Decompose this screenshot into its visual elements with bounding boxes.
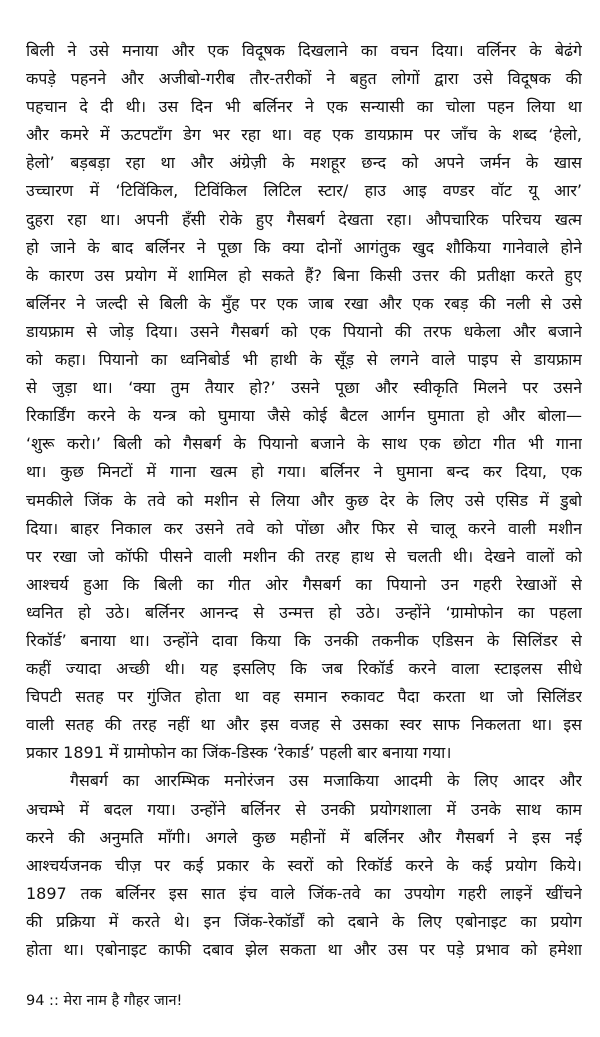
text-line: ध्वनित हो उठे। बर्लिनर आनन्द से उन्मत्त हो उठे। उन्होंने ‘ग्रामोफोन का पहला — [26, 602, 582, 622]
text-line: हो जाने के बाद बर्लिनर ने पूछा कि क्या दोनों आगंतुक खुद शौकिया गानेवाले होने — [26, 237, 582, 257]
text-line: हेलो’ बड़बड़ा रहा था और अंग्रेज़ी के मशहूर छन्द को अपने जर्मन के खास — [26, 153, 582, 173]
text-line: अचम्भे में बदल गया। उन्होंने बर्लिनर से उनकी प्रयोगशाला में उनके साथ काम — [26, 799, 582, 819]
text-line: के कारण उस प्रयोग में शामिल हो सकते हैं? बिना किसी उत्तर की प्रतीक्षा करते हुए — [26, 265, 582, 285]
text-line: आश्चर्यजनक चीज़ पर कई प्रकार के स्वरों को रिकॉर्ड करने के कई प्रयोग किये। — [26, 855, 582, 875]
paragraph-start-line: गैसबर्ग का आरम्भिक मनोरंजन उस मजाकिया आदमी के लिए आदर और — [70, 771, 582, 791]
text-line: आश्चर्य हुआ कि बिली का गीत ओर गैसबर्ग का पियानो उन गहरी रेखाओं से — [26, 574, 582, 594]
text-line: ‘शुरू करो।’ बिली को गैसबर्ग के पियानो बजाने के साथ एक छोटा गीत भी गाना — [26, 434, 582, 454]
text-line: डायफ्राम से जोड़ दिया। उसने गैसबर्ग को एक पियानो की तरफ धकेला और बजाने — [26, 321, 582, 341]
text-line: रिकॉर्ड’ बनाया था। उन्होंने दावा किया कि उनकी तकनीक एडिसन के सिलिंडर से — [26, 630, 582, 650]
text-line: चमकीले जिंक के तवे को मशीन से लिया और कुछ देर के लिए उसे एसिड में डुबो — [26, 490, 582, 510]
text-line: था। कुछ मिनटों में गाना खत्म हो गया। बर्लिनर ने घुमाना बन्द कर दिया, एक — [26, 462, 582, 482]
text-line: चिपटी सतह पर गुंजित होता था वह समान रुकावट पैदा करता था जो सिलिंडर — [26, 687, 582, 707]
text-line: उच्चारण में ‘टिविंकिल, टिविंकिल लिटिल स्टार/ हाउ आइ वण्डर वॉट यू आर’ — [26, 181, 582, 201]
text-line: 1897 तक बर्लिनर इस सात इंच वाले जिंक-तवे का उपयोग गहरी लाइनें खींचने — [26, 883, 582, 903]
text-line: करने की अनुमति माँगी। अगले कुछ महीनों में बर्लिनर और गैसबर्ग ने इस नई — [26, 827, 582, 847]
body-text — [26, 37, 582, 964]
text-line: कहीं ज्यादा अच्छी थी। यह इसलिए कि जब रिकॉर्ड करने वाला स्टाइलस सीधे — [26, 659, 582, 679]
text-line: की प्रक्रिया में करते थे। इन जिंक-रेकॉर्डों को दबाने के लिए एबोनाइट का प्रयोग — [26, 911, 582, 931]
paragraph-end-line: प्रकार 1891 में ग्रामोफोन का जिंक-डिस्क ‘रेकार्ड’ पहली बार बनाया गया। — [26, 743, 452, 763]
text-line: वाली सतह की तरह नहीं था और इस वजह से उसका स्वर साफ निकलता था। इस — [26, 715, 582, 735]
text-line: दिया। बाहर निकाल कर उसने तवे को पोंछा और फिर से चालू करने वाली मशीन — [26, 518, 582, 538]
text-line: दुहरा रहा था। अपनी हँसी रोके हुए गैसबर्ग देखता रहा। औपचारिक परिचय खत्म — [26, 209, 582, 229]
text-line: को कहा। पियानो का ध्वनिबोर्ड भी हाथी के सूँड़ से लगने वाले पाइप से डायफ्राम — [26, 350, 582, 370]
text-line: और कमरे में ऊटपटाँग डेग भर रहा था। वह एक डायफ्राम पर जाँच के शब्द ‘हेलो, — [26, 125, 582, 145]
text-line: कपड़े पहनने और अजीबो-गरीब तौर-तरीकों ने बहुत लोगों द्वारा उसे विदूषक की — [26, 69, 582, 89]
page-footer: 94 :: मेरा नाम है गौहर जान! — [26, 993, 183, 1009]
text-line: पहचान दे दी थी। उस दिन भी बर्लिनर ने एक सन्यासी का चोला पहन लिया था — [26, 97, 582, 117]
text-line: से जुड़ा था। ‘क्या तुम तैयार हो?’ उसने पूछा और स्वीकृति मिलने पर उसने — [26, 378, 582, 398]
text-line: पर रखा जो कॉफी पीसने वाली मशीन की तरह हाथ से चलती थी। देखने वालों को — [26, 546, 582, 566]
text-line: बर्लिनर ने जल्दी से बिली के मुँह पर एक जाब रखा और एक रबड़ की नली से उसे — [26, 293, 582, 313]
text-line: होता था। एबोनाइट काफी दबाव झेल सकता था और उस पर पड़े प्रभाव को हमेशा — [26, 940, 582, 959]
text-line: रिकार्डिंग करने के यन्त्र को घुमाया जैसे कोई बैटल आर्गन घुमाता हो और बोला— — [26, 406, 582, 426]
text-line: बिली ने उसे मनाया और एक विदूषक दिखलाने का वचन दिया। वर्लिनर के बेढंगे — [26, 41, 582, 60]
